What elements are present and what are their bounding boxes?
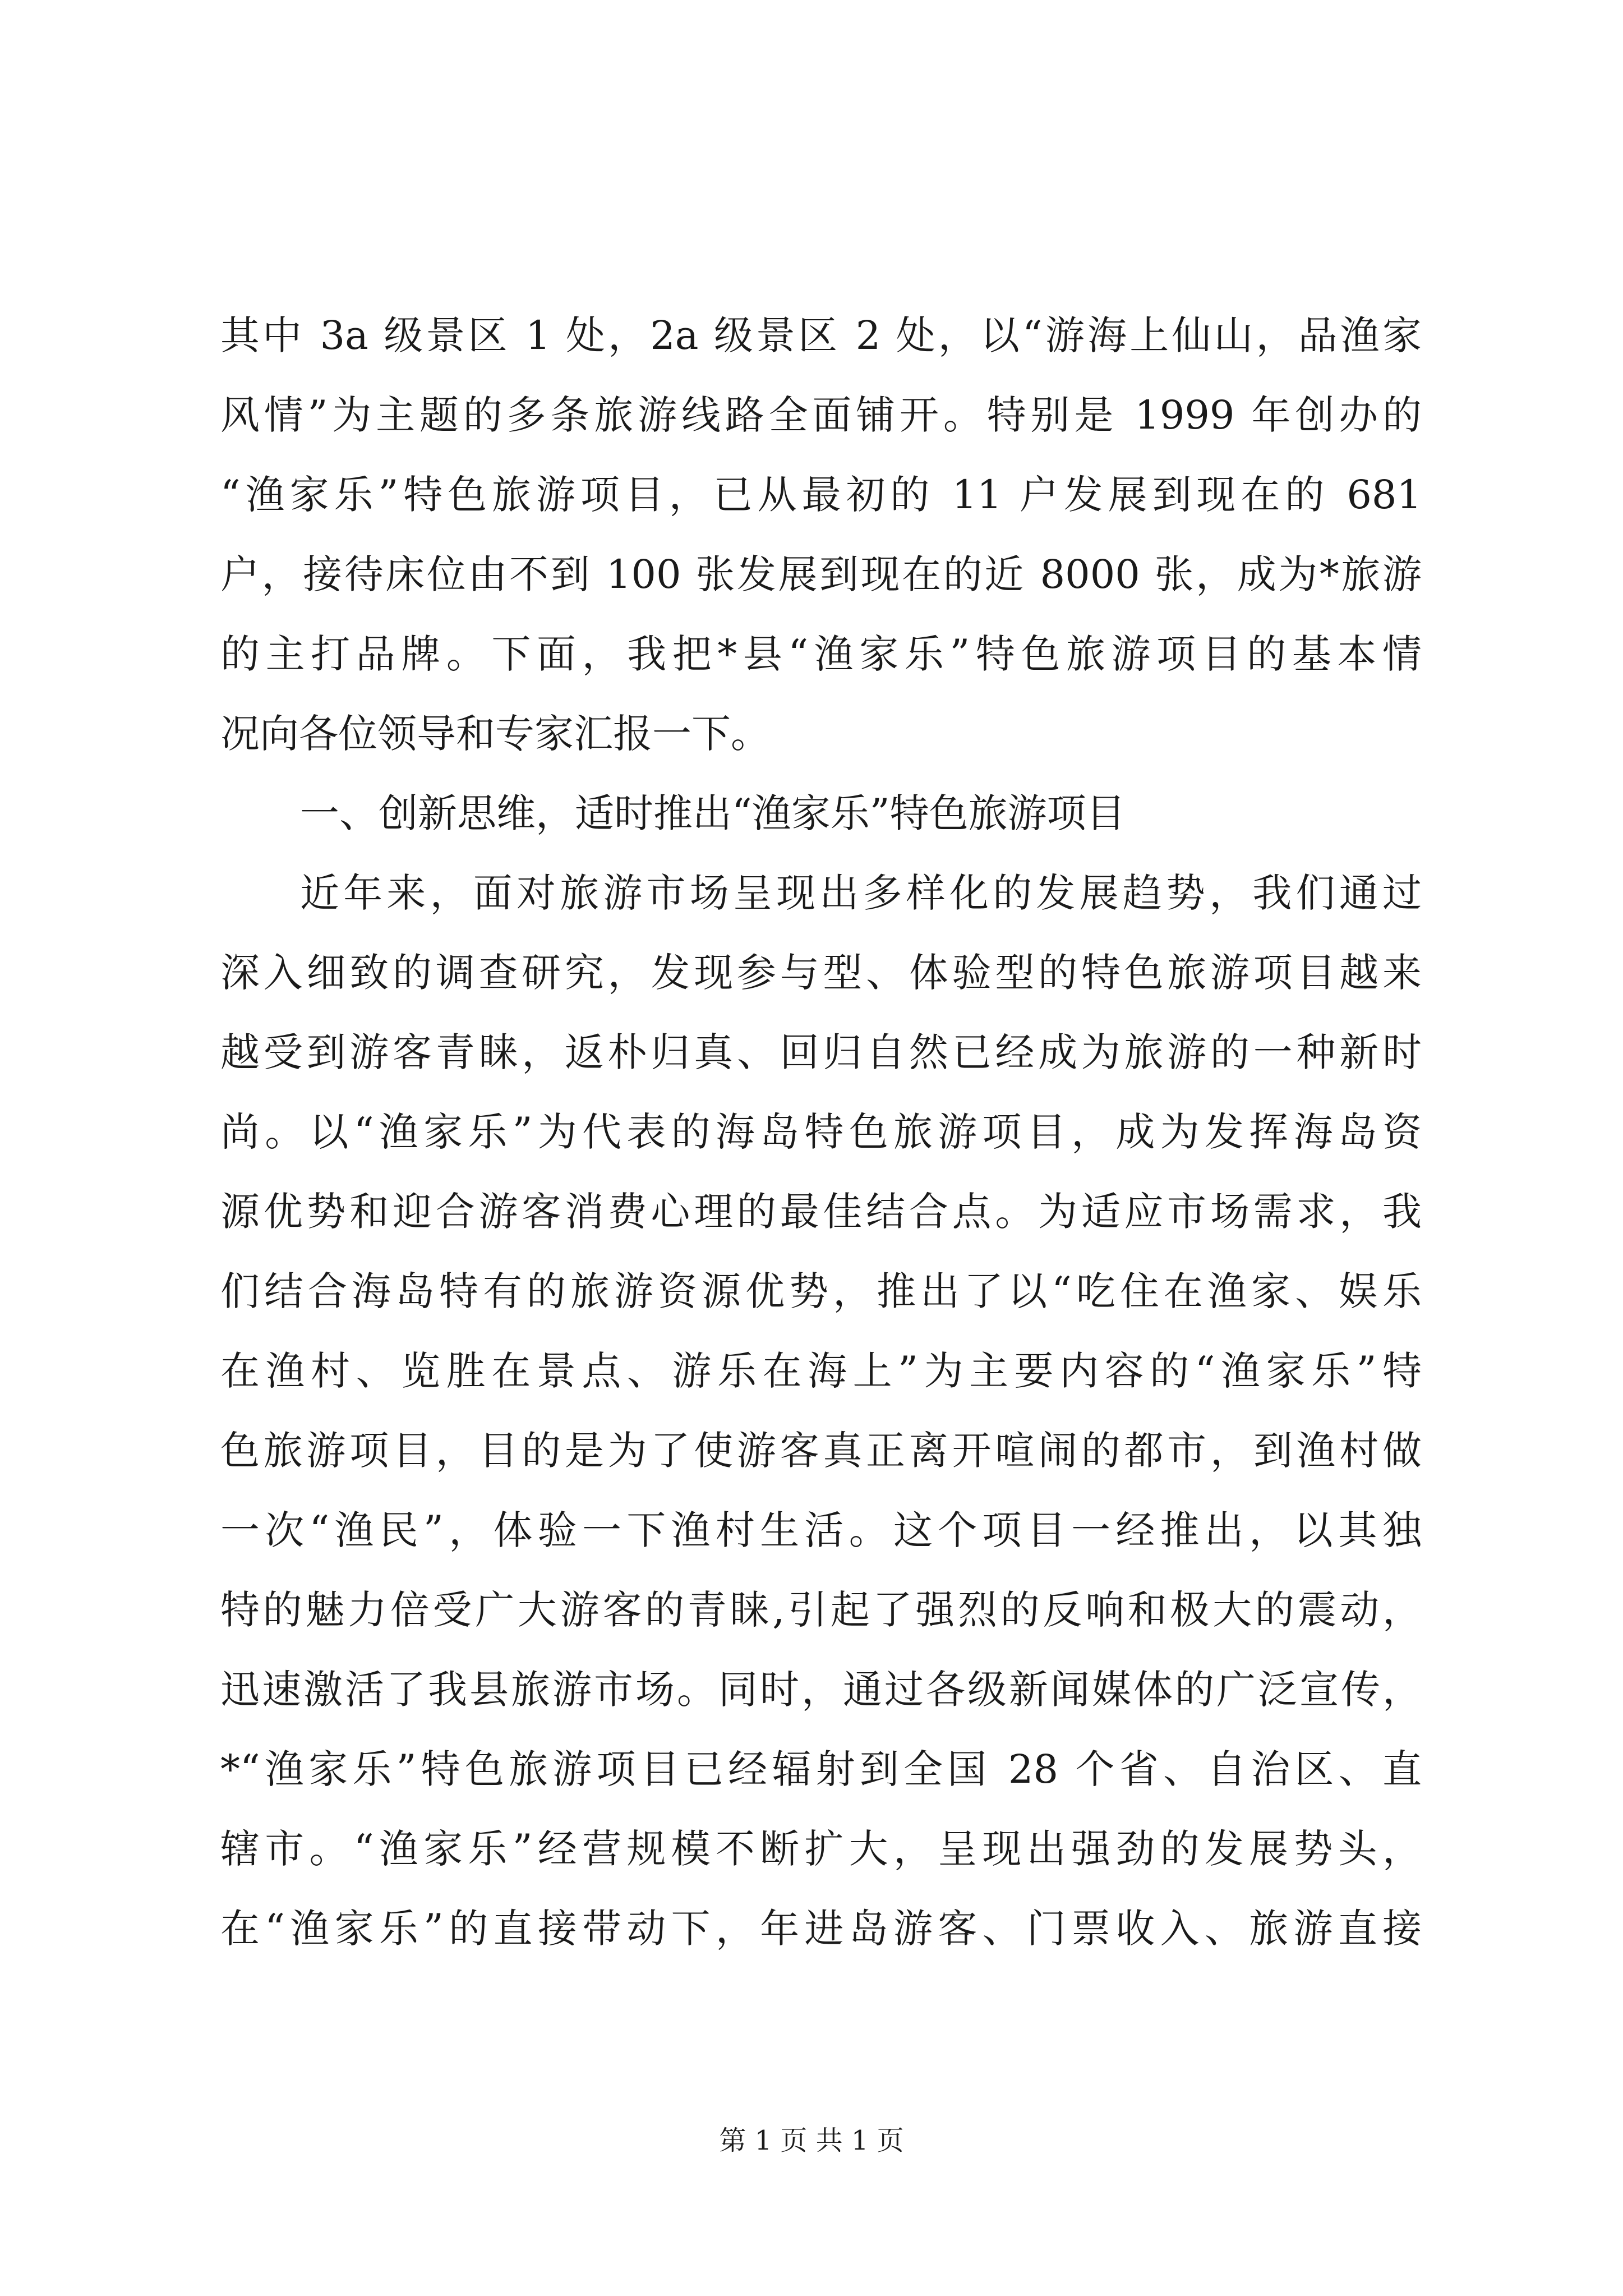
paragraph-2-line-13: 辖市。“渔家乐”经营规模不断扩大，呈现出强劲的发展势头，: [220, 1826, 1422, 1872]
paragraph-1-line-1: 其中 3a 级景区 1 处，2a 级景区 2 处，以“游海上仙山，品渔家: [220, 312, 1422, 358]
paragraph-2-line-5: 源优势和迎合游客消费心理的最佳结合点。为适应市场需求，我: [220, 1189, 1422, 1235]
page-number-footer: 第 1 页 共 1 页: [719, 2125, 904, 2156]
paragraph-1-line-3: “渔家乐”特色旅游项目，已从最初的 11 户发展到现在的 681: [220, 472, 1422, 518]
paragraph-2-line-7: 在渔村、览胜在景点、游乐在海上”为主要内容的“渔家乐”特: [220, 1348, 1422, 1394]
paragraph-2-line-8: 色旅游项目，目的是为了使游客真正离开喧闹的都市，到渔村做: [220, 1428, 1422, 1474]
paragraph-2-line-1: 近年来，面对旅游市场呈现出多样化的发展趋势，我们通过: [300, 870, 1422, 916]
paragraph-1-line-6: 况向各位领导和专家汇报一下。: [220, 711, 770, 757]
paragraph-2-line-12: *“渔家乐”特色旅游项目已经辐射到全国 28 个省、自治区、直: [220, 1746, 1422, 1792]
paragraph-2-line-6: 们结合海岛特有的旅游资源优势，推出了以“吃住在渔家、娱乐: [220, 1268, 1422, 1314]
paragraph-2-line-3: 越受到游客青睐，返朴归真、回归自然已经成为旅游的一种新时: [220, 1029, 1422, 1075]
paragraph-2-line-4: 尚。以“渔家乐”为代表的海岛特色旅游项目，成为发挥海岛资: [220, 1109, 1422, 1155]
paragraph-2-line-11: 迅速激活了我县旅游市场。同时，通过各级新闻媒体的广泛宣传，: [220, 1667, 1422, 1713]
paragraph-2-line-14: 在“渔家乐”的直接带动下，年进岛游客、门票收入、旅游直接: [220, 1906, 1422, 1952]
paragraph-2-line-10: 特的魅力倍受广大游客的青睐,引起了强烈的反响和极大的震动，: [220, 1587, 1422, 1633]
paragraph-1-line-4: 户，接待床位由不到 100 张发展到现在的近 8000 张，成为*旅游: [220, 551, 1422, 597]
section-heading: 一、创新思维，适时推出“渔家乐”特色旅游项目: [300, 790, 1126, 836]
paragraph-1-line-5: 的主打品牌。下面，我把*县“渔家乐”特色旅游项目的基本情: [220, 631, 1422, 677]
paragraph-1-line-2: 风情”为主题的多条旅游线路全面铺开。特别是 1999 年创办的: [220, 392, 1422, 438]
paragraph-2-line-9: 一次“渔民”，体验一下渔村生活。这个项目一经推出，以其独: [220, 1507, 1422, 1553]
paragraph-2-line-2: 深入细致的调查研究，发现参与型、体验型的特色旅游项目越来: [220, 950, 1422, 996]
